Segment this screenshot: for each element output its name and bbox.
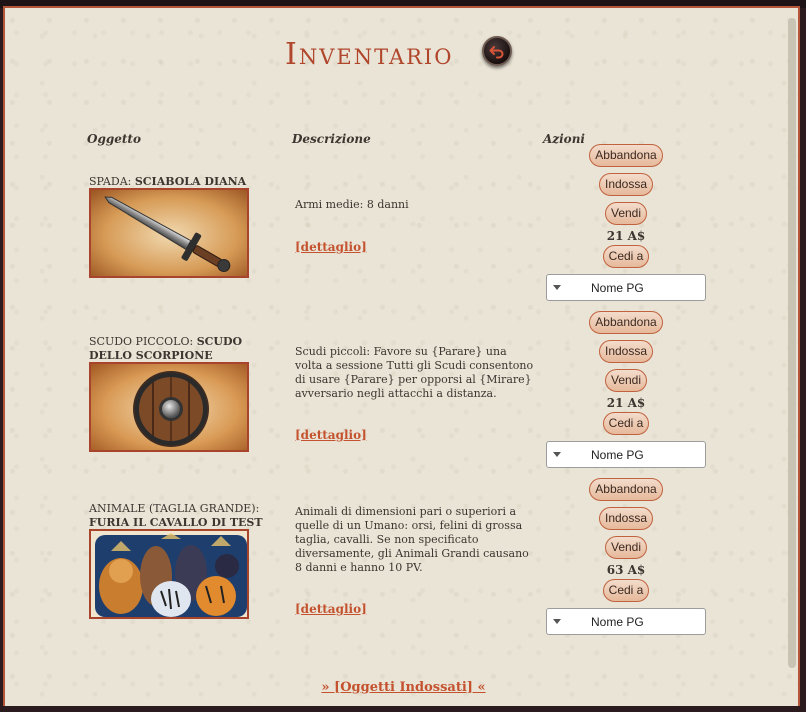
item-description: Armi medie: 8 danni [295, 198, 409, 211]
give-button[interactable]: Cedi a [603, 579, 650, 602]
round-shield-icon [91, 364, 249, 452]
scrollbar[interactable] [788, 18, 796, 668]
item-actions [545, 144, 707, 301]
sell-button[interactable]: Vendi [605, 202, 647, 225]
recipient-select[interactable] [546, 274, 706, 301]
item-image[interactable] [89, 362, 249, 452]
item-image[interactable] [89, 529, 249, 619]
abandon-button[interactable]: Abbandona [589, 478, 662, 501]
item-price: 21 A$ [606, 229, 646, 243]
item-title: SCIABOLA DIANA [134, 175, 247, 188]
column-header-item: Oggetto [87, 132, 141, 146]
give-button[interactable]: Cedi a [603, 245, 650, 268]
detail-link[interactable]: [dettaglio] [295, 240, 367, 254]
animals-illustration-icon [91, 531, 249, 619]
item-category: SPADA: [89, 175, 132, 188]
give-button[interactable]: Cedi a [603, 412, 650, 435]
detail-link[interactable]: [dettaglio] [295, 602, 367, 616]
wear-button[interactable]: Indossa [599, 507, 653, 530]
abandon-button[interactable]: Abbandona [589, 311, 662, 334]
item-price: 63 A$ [606, 563, 646, 577]
recipient-selected: Nome PG [591, 447, 644, 462]
wear-button[interactable]: Indossa [599, 340, 653, 363]
sell-button[interactable]: Vendi [605, 369, 647, 392]
item-category: ANIMALE (TAGLIA GRANDE): [89, 502, 260, 515]
item-title: SCUDO DELLO SCORPIONE [89, 335, 243, 362]
item-price: 21 A$ [606, 396, 646, 410]
item-category: SCUDO PICCOLO: [89, 335, 194, 348]
recipient-select[interactable] [546, 608, 706, 635]
back-button[interactable] [482, 36, 512, 66]
recipient-select[interactable] [546, 441, 706, 468]
wear-button[interactable]: Indossa [599, 173, 653, 196]
recipient-selected: Nome PG [591, 280, 644, 295]
abandon-button[interactable]: Abbandona [589, 144, 662, 167]
bottom-strip [0, 706, 806, 712]
chevron-down-icon [553, 452, 561, 457]
sword-icon [91, 190, 249, 278]
recipient-selected: Nome PG [591, 614, 644, 629]
item-description: Scudi piccoli: Favore su {Parare} una volta a sessione Tutti gli Scudi consentono di usare {Parare} per opporsi al {Mirare} avversario negli attacchi a distanza. [295, 345, 534, 400]
page-title: Inventario [285, 36, 454, 72]
column-header-description: Descrizione [292, 132, 371, 146]
item-actions [545, 311, 707, 468]
sell-button[interactable]: Vendi [605, 536, 647, 559]
inventory-panel [3, 6, 800, 706]
title-wrap [285, 34, 453, 74]
column-header-actions: Azioni [543, 132, 585, 146]
item-name [89, 502, 279, 530]
item-description: Animali di dimensioni pari o superiori a quelle di un Umano: orsi, felini di grossa taglia, cavalli. Se non specificato diversamente, gli Animali Grandi causano 8 danni e hanno 10 PV. [295, 505, 529, 574]
item-title: FURIA IL CAVALLO DI TEST [89, 516, 263, 529]
worn-items-label: » [Oggetti Indossati] « [321, 680, 486, 695]
worn-items-link[interactable] [5, 680, 800, 695]
item-name [89, 335, 279, 363]
item-image[interactable] [89, 188, 249, 278]
item-name [89, 175, 279, 189]
chevron-down-icon [553, 285, 561, 290]
item-actions [545, 478, 707, 635]
back-arrow-icon [489, 43, 505, 59]
chevron-down-icon [553, 619, 561, 624]
detail-link[interactable]: [dettaglio] [295, 428, 367, 442]
